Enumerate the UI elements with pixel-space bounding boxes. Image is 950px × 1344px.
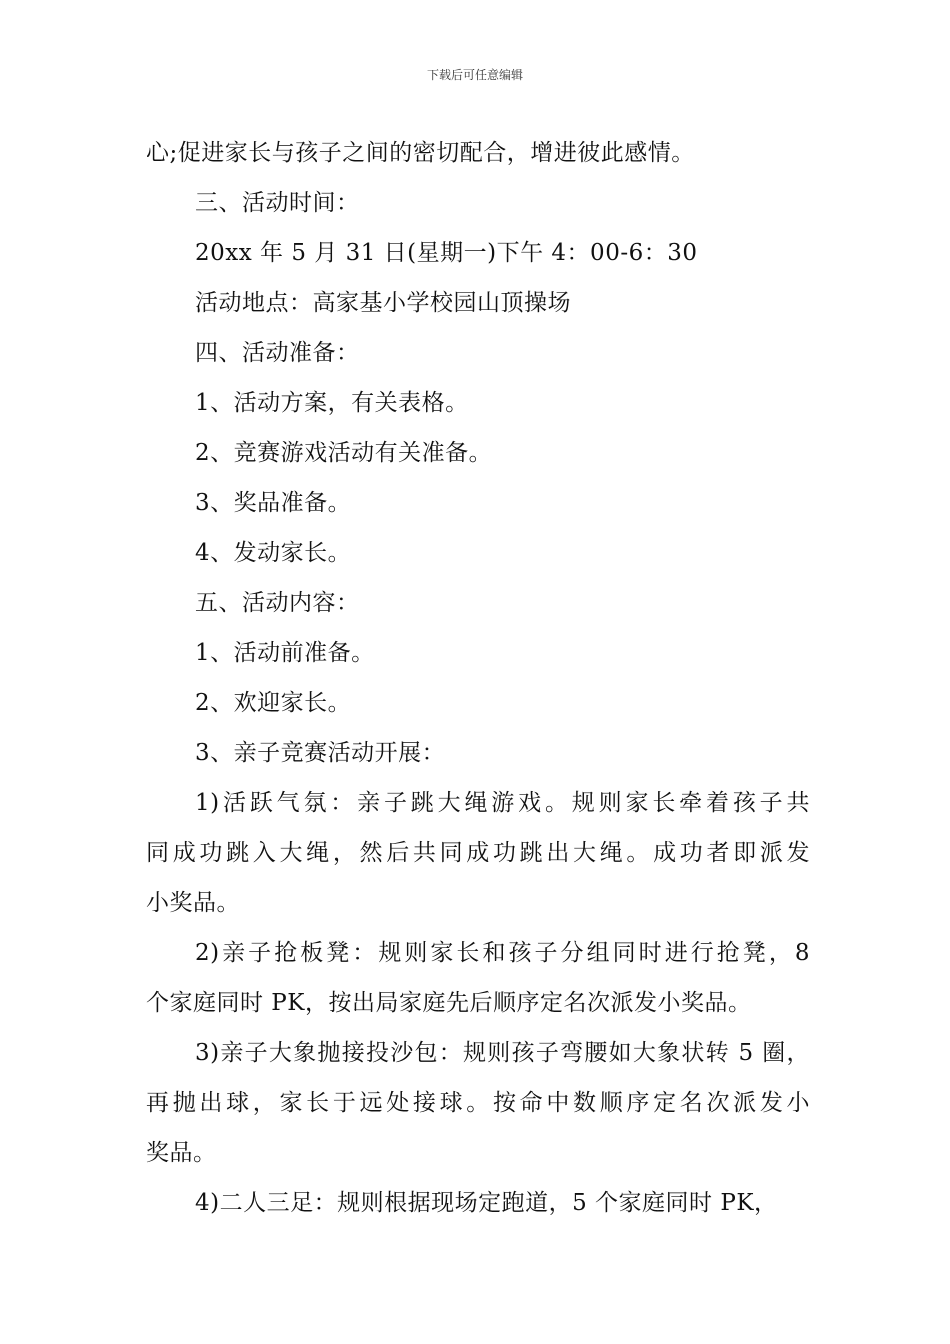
document-body — [146, 128, 810, 1228]
list-item: 2、欢迎家长。 — [195, 690, 352, 716]
paragraph-line: 再抛出球，家长于远处接球。按命中数顺序定名次派发小 — [146, 1090, 810, 1116]
section-heading: 五、活动内容： — [195, 590, 360, 616]
paragraph-line: 个家庭同时 PK，按出局家庭先后顺序定名次派发小奖品。 — [146, 990, 752, 1016]
paragraph-line: 奖品。 — [146, 1140, 217, 1166]
list-item: 3、奖品准备。 — [195, 490, 352, 516]
paragraph-line: 3)亲子大象抛接投沙包：规则孩子弯腰如大象状转 5 圈， — [195, 1040, 810, 1066]
event-time: 20xx 年 5 月 31 日(星期一)下午 4：00-6：30 — [195, 240, 698, 266]
section-heading: 四、活动准备： — [195, 340, 360, 366]
paragraph-line: 2)亲子抢板凳：规则家长和孩子分组同时进行抢凳，8 — [195, 940, 810, 966]
list-item: 3、亲子竞赛活动开展： — [195, 740, 446, 766]
text-line: 心;促进家长与孩子之间的密切配合，增进彼此感情。 — [146, 140, 695, 166]
list-item: 1、活动前准备。 — [195, 640, 375, 666]
page-header-note: 下载后可任意编辑 — [426, 68, 523, 82]
paragraph-line: 1)活跃气氛：亲子跳大绳游戏。规则家长牵着孩子共 — [195, 790, 810, 816]
paragraph-line: 4)二人三足：规则根据现场定跑道，5 个家庭同时 PK， — [195, 1190, 778, 1216]
paragraph-line: 小奖品。 — [146, 890, 240, 916]
event-location: 活动地点：高家基小学校园山顶操场 — [195, 290, 571, 316]
list-item: 2、竞赛游戏活动有关准备。 — [195, 440, 493, 466]
section-heading: 三、活动时间： — [195, 190, 360, 216]
list-item: 1、活动方案，有关表格。 — [195, 390, 469, 416]
list-item: 4、发动家长。 — [195, 540, 352, 566]
paragraph-line: 同成功跳入大绳，然后共同成功跳出大绳。成功者即派发 — [146, 840, 810, 866]
